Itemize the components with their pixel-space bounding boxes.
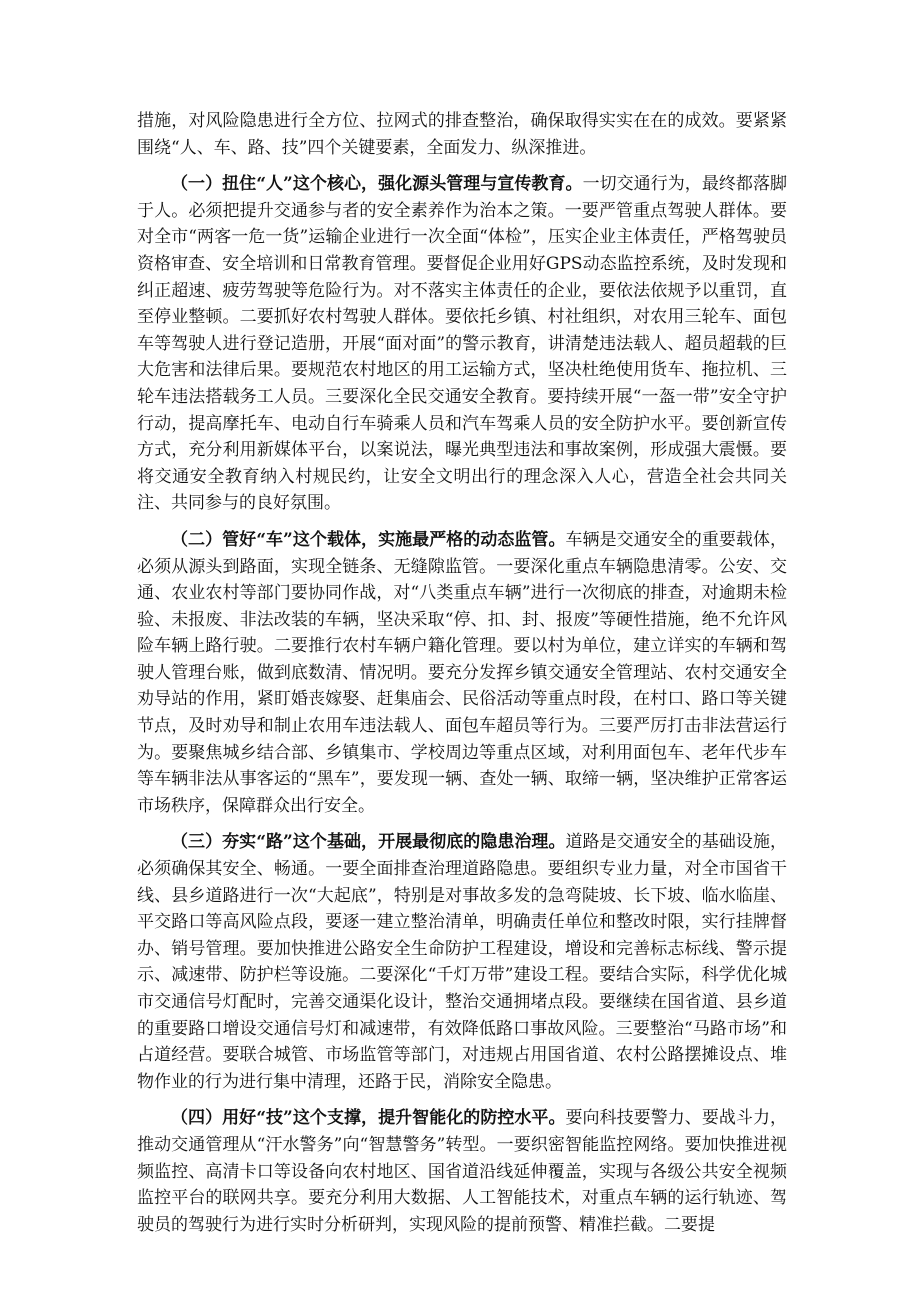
section-heading: （四）用好“技”这个支撑，提升智能化的防控水平。	[171, 1108, 566, 1129]
paragraph-text: 道路是交通安全的基础设施，必须确保其安全、畅通。一要全面排查治理道路隐患。要组织专业力量，对全市国省干线、县乡道路进行一次“大起底”，特别是对事故多发的急弯陡坡、长下坡、临水临崖、平交路口等高风险点段，要逐一建立整治清单，明确责任单位和整改时限，实行挂牌督办、销号管理。要加快推进公路安全生命防护工程建设，增设和完善标志标线、警示提示、减速带、防护栏等设施。二要深化“千灯万带”建设工程。要结合实际，科学优化城市交通信号灯配时，完善交通渠化设计，整治交通拥堵点段。要继续在国省道、县乡道的重要路口增设交通信号灯和减速带，有效降低路口事故风险。三要整治“马路市场”和占道经营。要联合城管、市场监管等部门，对违规占用国省道、农村公路摆摊设点、堆物作业的行为进行集中清理，还路于民，消除安全隐患。	[137, 832, 787, 1092]
section-paragraph-road	[137, 829, 787, 1095]
paragraph-text: 措施，对风险隐患进行全方位、拉网式的排查整治，确保取得实实在在的成效。要紧紧围绕“人、车、路、技”四个关键要素，全面发力、纵深推进。	[137, 111, 787, 158]
paragraph-text: 要向科技要警力、要战斗力，推动交通管理从“汗水警务”向“智慧警务”转型。一要织密智能监控网络。要加快推进视频监控、高清卡口等设备向农村地区、国省道沿线延伸覆盖，实现与各级公共安全视频监控平台的联网共享。要充分利用大数据、人工智能技术，对重点车辆的运行轨迹、驾驶员的驾驶行为进行实时分析研判，实现风险的提前预警、精准拦截。二要提	[137, 1108, 787, 1235]
document-page	[137, 108, 787, 1238]
section-paragraph-technology	[137, 1105, 787, 1238]
paragraph-text: 一切交通行为，最终都落脚于人。必须把提升交通参与者的安全素养作为治本之策。一要严管重点驾驶人群体。要对全市“两客一危一货”运输企业进行一次全面“体检”，压实企业主体责任，严格驾驶员资格审查、安全培训和日常教育管理。要督促企业用好GPS动态监控系统，及时发现和纠正超速、疲劳驾驶等危险行为。对不落实主体责任的企业，要依法依规予以重罚，直至停业整顿。二要抓好农村驾驶人群体。要依托乡镇、村社组织，对农用三轮车、面包车等驾驶人进行登记造册，开展“面对面”的警示教育，讲清楚违法载人、超员超载的巨大危害和法律后果。要规范农村地区的用工运输方式，坚决杜绝使用货车、拖拉机、三轮车违法搭载务工人员。三要深化全民交通安全教育。要持续开展“一盔一带”安全守护行动，提高摩托车、电动自行车骑乘人员和汽车驾乘人员的安全防护水平。要创新宣传方式，充分利用新媒体平台，以案说法，曝光典型违法和事故案例，形成强大震慑。要将交通安全教育纳入村规民约，让安全文明出行的理念深入人心，营造全社会共同关注、共同参与的良好氛围。	[137, 174, 788, 514]
section-heading: （三）夯实“路”这个基础，开展最彻底的隐患治理。	[171, 832, 566, 853]
section-heading: （一）扭住“人”这个核心，强化源头管理与宣传教育。	[171, 174, 583, 195]
section-heading: （二）管好“车”这个载体，实施最严格的动态监管。	[171, 529, 566, 550]
paragraph-text: 车辆是交通安全的重要载体，必须从源头到路面，实现全链条、无缝隙监管。一要深化重点车辆隐患清零。公安、交通、农业农村等部门要协同作战，对“八类重点车辆”进行一次彻底的排查，对逾期未检验、未报废、非法改装的车辆，坚决采取“停、扣、封、报废”等硬性措施，绝不允许风险车辆上路行驶。二要推行农村车辆户籍化管理。要以村为单位，建立详实的车辆和驾驶人管理台账，做到底数清、情况明。要充分发挥乡镇交通安全管理站、农村交通安全劝导站的作用，紧盯婚丧嫁娶、赶集庙会、民俗活动等重点时段，在村口、路口等关键节点，及时劝导和制止农用车违法载人、面包车超员等行为。三要严厉打击非法营运行为。要聚焦城乡结合部、乡镇集市、学校周边等重点区域，对利用面包车、老年代步车等车辆非法从事客运的“黑车”，要发现一辆、查处一辆、取缔一辆，坚决维护正常客运市场秩序，保障群众出行安全。	[137, 529, 787, 816]
intro-paragraph	[137, 108, 787, 161]
section-paragraph-vehicle	[137, 527, 787, 820]
section-paragraph-people	[137, 171, 787, 517]
